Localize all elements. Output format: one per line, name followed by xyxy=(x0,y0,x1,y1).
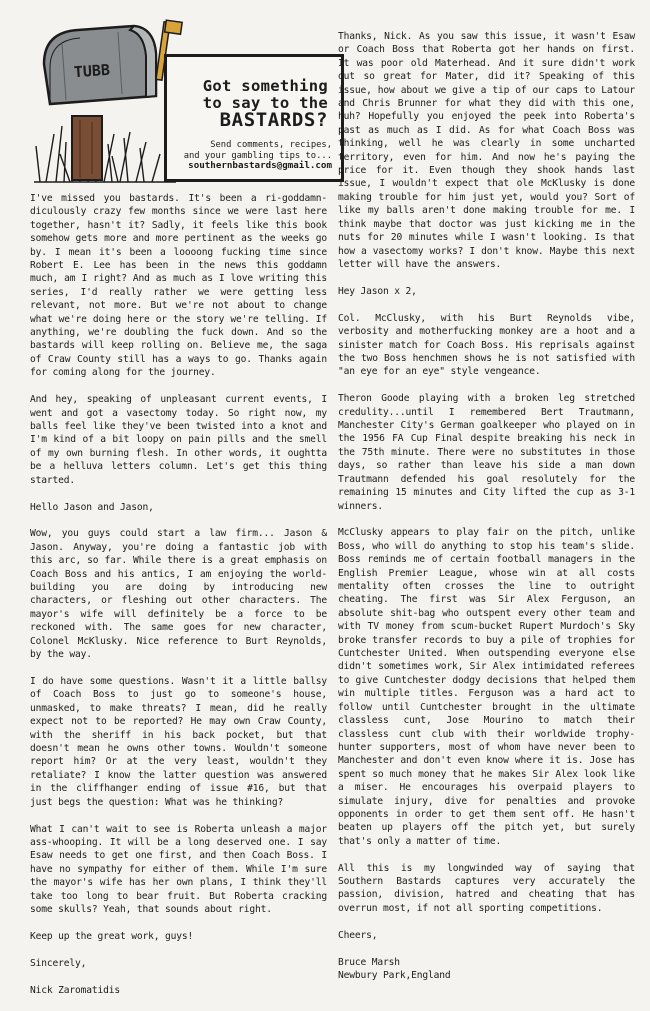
left-column xyxy=(30,192,327,1011)
letter-paragraph: Wow, you guys could start a law firm... Jason & Jason. Anyway, you're doing a fantastic job with this arc, so far. While there is a great emphasis on Coach Boss and his antics, I am enjoying the world-building you are doing by introducing new characters, or fleshing out other characters. The mayor's wife will definitely be a force to be reckoned with. The same goes for new character, Colonel McKlusky. Nice reference to Burt Reynolds, by the way. xyxy=(30,528,327,661)
page-title xyxy=(176,78,328,129)
letter-greeting: Hello Jason and Jason, xyxy=(30,501,154,513)
sub-line-1: Send comments, recipes, xyxy=(210,140,332,150)
title-line-2: to say to the xyxy=(202,94,328,112)
letter-paragraph: McClusky appears to play fair on the pitch, unlike Boss, who will do anything to stop his team's slide. Boss reminds me of certain football managers in the English Premier League, whose win at all costs mentality often crosses the line to outright cheating. The first was Sir Alex Ferguson, an absolute shit-bag who outspent every other team and with TV money from scum-bucket Rupert Murdoch's Sky broke transfer records to buy a pile of trophies for Cuntchester United. When outspending everyone else didn't sometimes work, Sir Alex intimidated referees to give Cuntchester dodgy decisions that helped them win multiple titles. Ferguson was a hard act to follow until Cuntchester brought in the ultimate classless cunt, Jose Mourino to match their classless cunt club with their worldwide trophy-hunter supporters, most of whom have never been to Manchester and don't even know where it is. Jose has spent so much money that he makes Sir Alex look like a miser. He encourages his overpaid players to simulate injury, dive for penalties and provoke opponents in order to get them sent off. He hasn't beaten up players off the pitch yet, but surely that's only a matter of time. xyxy=(338,527,635,847)
letter-closing: Sincerely, xyxy=(30,957,87,969)
letters-header xyxy=(26,14,332,184)
letter-author-location: Newbury Park,England xyxy=(338,970,451,982)
editor-intro-paragraph: I've missed you bastards. It's been a ri-goddamn-diculously crazy few months since we were last here together, hasn't it? Sadly, it feels like this book somehow gets more and more pertinent as the weeks go by. I mean it's been a loooong fucking time since Robert E. Lee has been in the news this goddamn much, am I right? And as much as I love writing this series, I'd really rather we were getting less relevant, not more. But we're not about to change what we're doing here or the story we're telling. If anything, we're doubling the fuck down. And so the bastards will keep rolling on. Believe me, the saga of Craw County still has a ways to go. Thanks again for coming along for the journey. xyxy=(30,193,327,379)
letter-paragraph: I do have some questions. Wasn't it a little ballsy of Coach Boss to just go to someone's house, unmasked, to make threats? I mean, did he really expect not to be reported? He may own Craw County, with the sheriff in his back pocket, but that doesn't mean he owns other towns. Wouldn't someone report him? Or at the very least, wouldn't they retaliate? I know the latter question was answered in the cliffhanger ending of issue #16, but that just begs the question: What was he thinking? xyxy=(30,676,327,808)
letter-author: Nick Zaromatidis xyxy=(30,984,121,996)
letter-author: Bruce Marsh xyxy=(338,956,400,968)
right-column xyxy=(338,30,635,983)
letter-paragraph: What I can't wait to see is Roberta unleash a major ass-whooping. It will be a long deserved one. I say Esaw needs to get one first, and then Coach Boss. I have no sympathy for either of them. While I'm sure the mayor's wife has her own plans, I think they'll take too long to bear fruit. But Roberta cracking some skulls? Yeah, that sounds about right. xyxy=(30,823,327,915)
editor-vasectomy-paragraph: And hey, speaking of unpleasant current events, I went and got a vasectomy today. So right now, my balls feel like they've been twisted into a knot and I'm kind of a bit loopy on pain pills and the smell of my own burning flesh. In other words, it oughtta be a helluva letters column. Let's get this thing started. xyxy=(30,394,327,486)
title-line-3: BASTARDS? xyxy=(219,109,328,131)
letter-paragraph: All this is my longwinded way of saying that Southern Bastards captures very accurately the passion, division, hatred and cheating that has overrun most, if not all sporting competitions. xyxy=(338,862,635,914)
letter-signoff: Keep up the great work, guys! xyxy=(30,930,194,942)
letter-closing: Cheers, xyxy=(338,929,378,941)
contact-email: southernbastards@gmail.com xyxy=(188,160,332,172)
title-line-1: Got something xyxy=(202,77,328,95)
letter-paragraph: Theron Goode playing with a broken leg stretched credulity...until I remembered Bert Trautmann, Manchester City's German goalkeeper who played on in the 1956 FA Cup Final despite breaking his neck in the 75th minute. There were no substitutes in those days, so rather than leave his side a man down Trautmann defended his goal resolutely for the remaining 15 minutes and City lifted the cup as 3-1 winners. xyxy=(338,393,635,512)
mailbox-label: TUBB xyxy=(73,60,111,82)
header-subtitle xyxy=(172,140,332,172)
editor-reply-paragraph: Thanks, Nick. As you saw this issue, it wasn't Esaw or Coach Boss that Roberta got her hands on first. It was poor old Materhead. And it sure didn't work out so great for Mater, did it? Speaking of this issue, how about we give a tip of our caps to Latour and Chris Brunner for what they did with this one, huh? Hopefully you enjoyed the peek into Roberta's past as much as I did. As for what Coach Boss was thinking, well he was clearly in some uncharted territory, even for him. And now he's paying the price for it. Even though they shook hands last issue, I wouldn't expect that ole McKlusky is done making trouble for him just yet, would you? Sort of like my balls aren't done making trouble for me. I think maybe that doctor was just kicking me in the nuts for 20 minutes while I wasn't looking. Is that how a vasectomy works? I don't know. Maybe this next letter will have the answers. xyxy=(338,31,635,270)
letter-greeting: Hey Jason x 2, xyxy=(338,285,417,297)
mailbox-illustration xyxy=(26,14,186,184)
letter-paragraph: Col. McClusky, with his Burt Reynolds vibe, verbosity and motherfucking monkey are a hoot and a sinister match for Coach Boss. His reprisals against the two Boss henchmen shows he is not satisfied with "an eye for an eye" style vengeance. xyxy=(338,312,635,378)
sub-line-2: and your gambling tips to... xyxy=(183,150,332,161)
